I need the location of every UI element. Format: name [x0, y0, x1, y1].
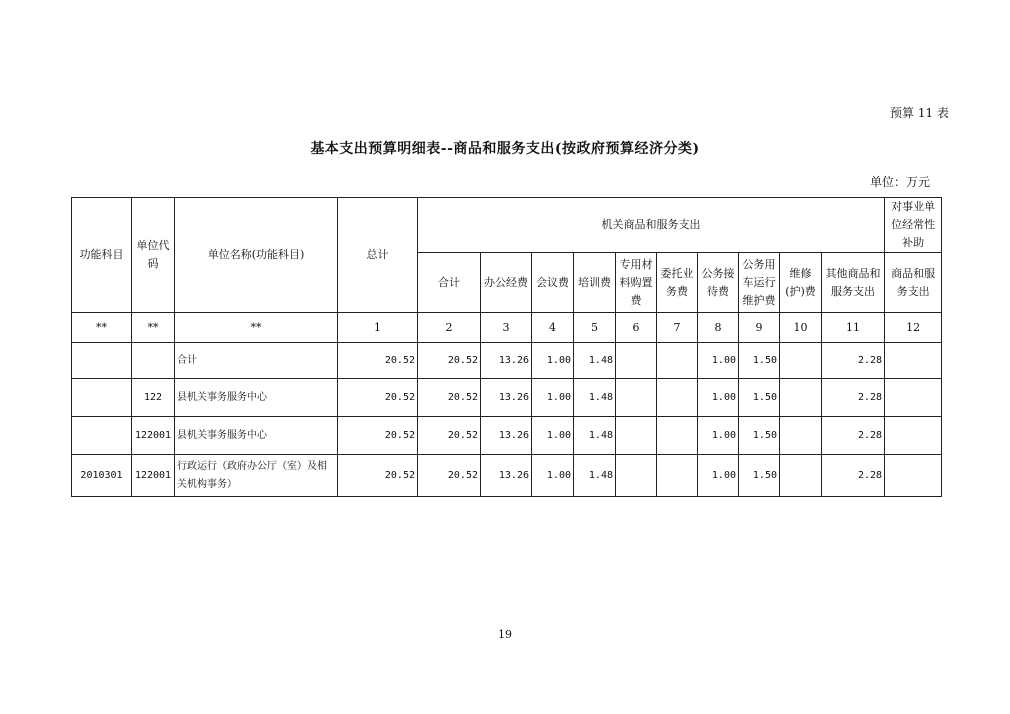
index-cell: 3 [481, 313, 532, 343]
amount-cell: 1.00 [532, 455, 574, 497]
header-unit-name: 单位名称(功能科目) [175, 198, 338, 313]
amount-cell [616, 343, 657, 379]
index-cell: 10 [780, 313, 822, 343]
index-cell: 5 [574, 313, 616, 343]
unit-name-cell: 县机关事务服务中心 [175, 379, 338, 417]
amount-cell: 1.00 [532, 417, 574, 455]
form-number: 预算 11 表 [890, 106, 949, 120]
amount-cell: 13.26 [481, 379, 532, 417]
unit-name-cell: 县机关事务服务中心 [175, 417, 338, 455]
col-header: 商品和服务支出 [885, 253, 942, 313]
index-cell: 2 [418, 313, 481, 343]
amount-cell: 1.50 [739, 379, 780, 417]
amount-cell [657, 417, 698, 455]
amount-cell: 1.00 [698, 455, 739, 497]
index-cell: ** [175, 313, 338, 343]
index-cell: 1 [338, 313, 418, 343]
amount-cell: 2.28 [822, 417, 885, 455]
amount-cell [885, 455, 942, 497]
amount-cell: 13.26 [481, 417, 532, 455]
amount-cell [885, 417, 942, 455]
amount-cell: 20.52 [338, 417, 418, 455]
amount-cell: 1.00 [698, 417, 739, 455]
amount-cell: 13.26 [481, 455, 532, 497]
amount-cell: 1.00 [698, 343, 739, 379]
unit-code-cell: 122001 [132, 455, 175, 497]
col-header: 委托业务费 [657, 253, 698, 313]
amount-cell [657, 455, 698, 497]
unit-code-cell: 122001 [132, 417, 175, 455]
amount-cell [616, 379, 657, 417]
index-row [72, 313, 942, 343]
col-header: 办公经费 [481, 253, 532, 313]
index-cell: 8 [698, 313, 739, 343]
budget-table [71, 197, 942, 497]
amount-cell: 1.48 [574, 379, 616, 417]
index-cell: 12 [885, 313, 942, 343]
amount-cell: 1.00 [698, 379, 739, 417]
amount-cell: 20.52 [418, 343, 481, 379]
col-header: 维修(护)费 [780, 253, 822, 313]
col-header: 培训费 [574, 253, 616, 313]
unit-name-cell: 行政运行（政府办公厅（室）及相关机构事务） [175, 455, 338, 497]
amount-cell: 20.52 [338, 343, 418, 379]
page-number: 19 [498, 628, 512, 641]
index-cell: ** [72, 313, 132, 343]
amount-cell: 1.50 [739, 343, 780, 379]
col-header: 公务接待费 [698, 253, 739, 313]
table-row [72, 343, 942, 379]
func-subject-cell [72, 379, 132, 417]
unit-code-cell: 122 [132, 379, 175, 417]
index-cell: 4 [532, 313, 574, 343]
amount-cell [657, 379, 698, 417]
index-cell: 7 [657, 313, 698, 343]
col-header: 合计 [418, 253, 481, 313]
index-cell: 11 [822, 313, 885, 343]
unit-label: 单位：万元 [870, 175, 931, 189]
amount-cell: 13.26 [481, 343, 532, 379]
amount-cell: 1.50 [739, 455, 780, 497]
amount-cell: 1.48 [574, 343, 616, 379]
amount-cell [780, 379, 822, 417]
amount-cell: 1.00 [532, 379, 574, 417]
col-header: 会议费 [532, 253, 574, 313]
header-unit-code: 单位代码 [132, 198, 175, 313]
table-row [72, 417, 942, 455]
col-header: 专用材料购置费 [616, 253, 657, 313]
page-title: 基本支出预算明细表--商品和服务支出(按政府预算经济分类) [310, 141, 700, 157]
amount-cell [780, 417, 822, 455]
col-header: 公务用车运行维护费 [739, 253, 780, 313]
amount-cell [885, 343, 942, 379]
amount-cell: 20.52 [418, 455, 481, 497]
amount-cell: 2.28 [822, 379, 885, 417]
col-header: 其他商品和服务支出 [822, 253, 885, 313]
unit-name-cell: 合计 [175, 343, 338, 379]
amount-cell: 20.52 [418, 417, 481, 455]
header-total: 总计 [338, 198, 418, 313]
table-row [72, 379, 942, 417]
amount-cell: 20.52 [338, 455, 418, 497]
header-group-admin: 机关商品和服务支出 [418, 198, 885, 253]
amount-cell: 1.00 [532, 343, 574, 379]
amount-cell: 1.48 [574, 417, 616, 455]
amount-cell: 20.52 [418, 379, 481, 417]
index-cell: 9 [739, 313, 780, 343]
amount-cell: 1.50 [739, 417, 780, 455]
index-cell: 6 [616, 313, 657, 343]
amount-cell: 20.52 [338, 379, 418, 417]
func-subject-cell [72, 417, 132, 455]
table-row [72, 455, 942, 497]
amount-cell [616, 455, 657, 497]
amount-cell [780, 455, 822, 497]
amount-cell [616, 417, 657, 455]
amount-cell: 2.28 [822, 343, 885, 379]
amount-cell [780, 343, 822, 379]
unit-code-cell [132, 343, 175, 379]
amount-cell [885, 379, 942, 417]
amount-cell [657, 343, 698, 379]
amount-cell: 1.48 [574, 455, 616, 497]
header-group-public: 对事业单位经常性补助 [885, 198, 942, 253]
index-cell: ** [132, 313, 175, 343]
header-func-subject: 功能科目 [72, 198, 132, 313]
func-subject-cell: 2010301 [72, 455, 132, 497]
amount-cell: 2.28 [822, 455, 885, 497]
func-subject-cell [72, 343, 132, 379]
